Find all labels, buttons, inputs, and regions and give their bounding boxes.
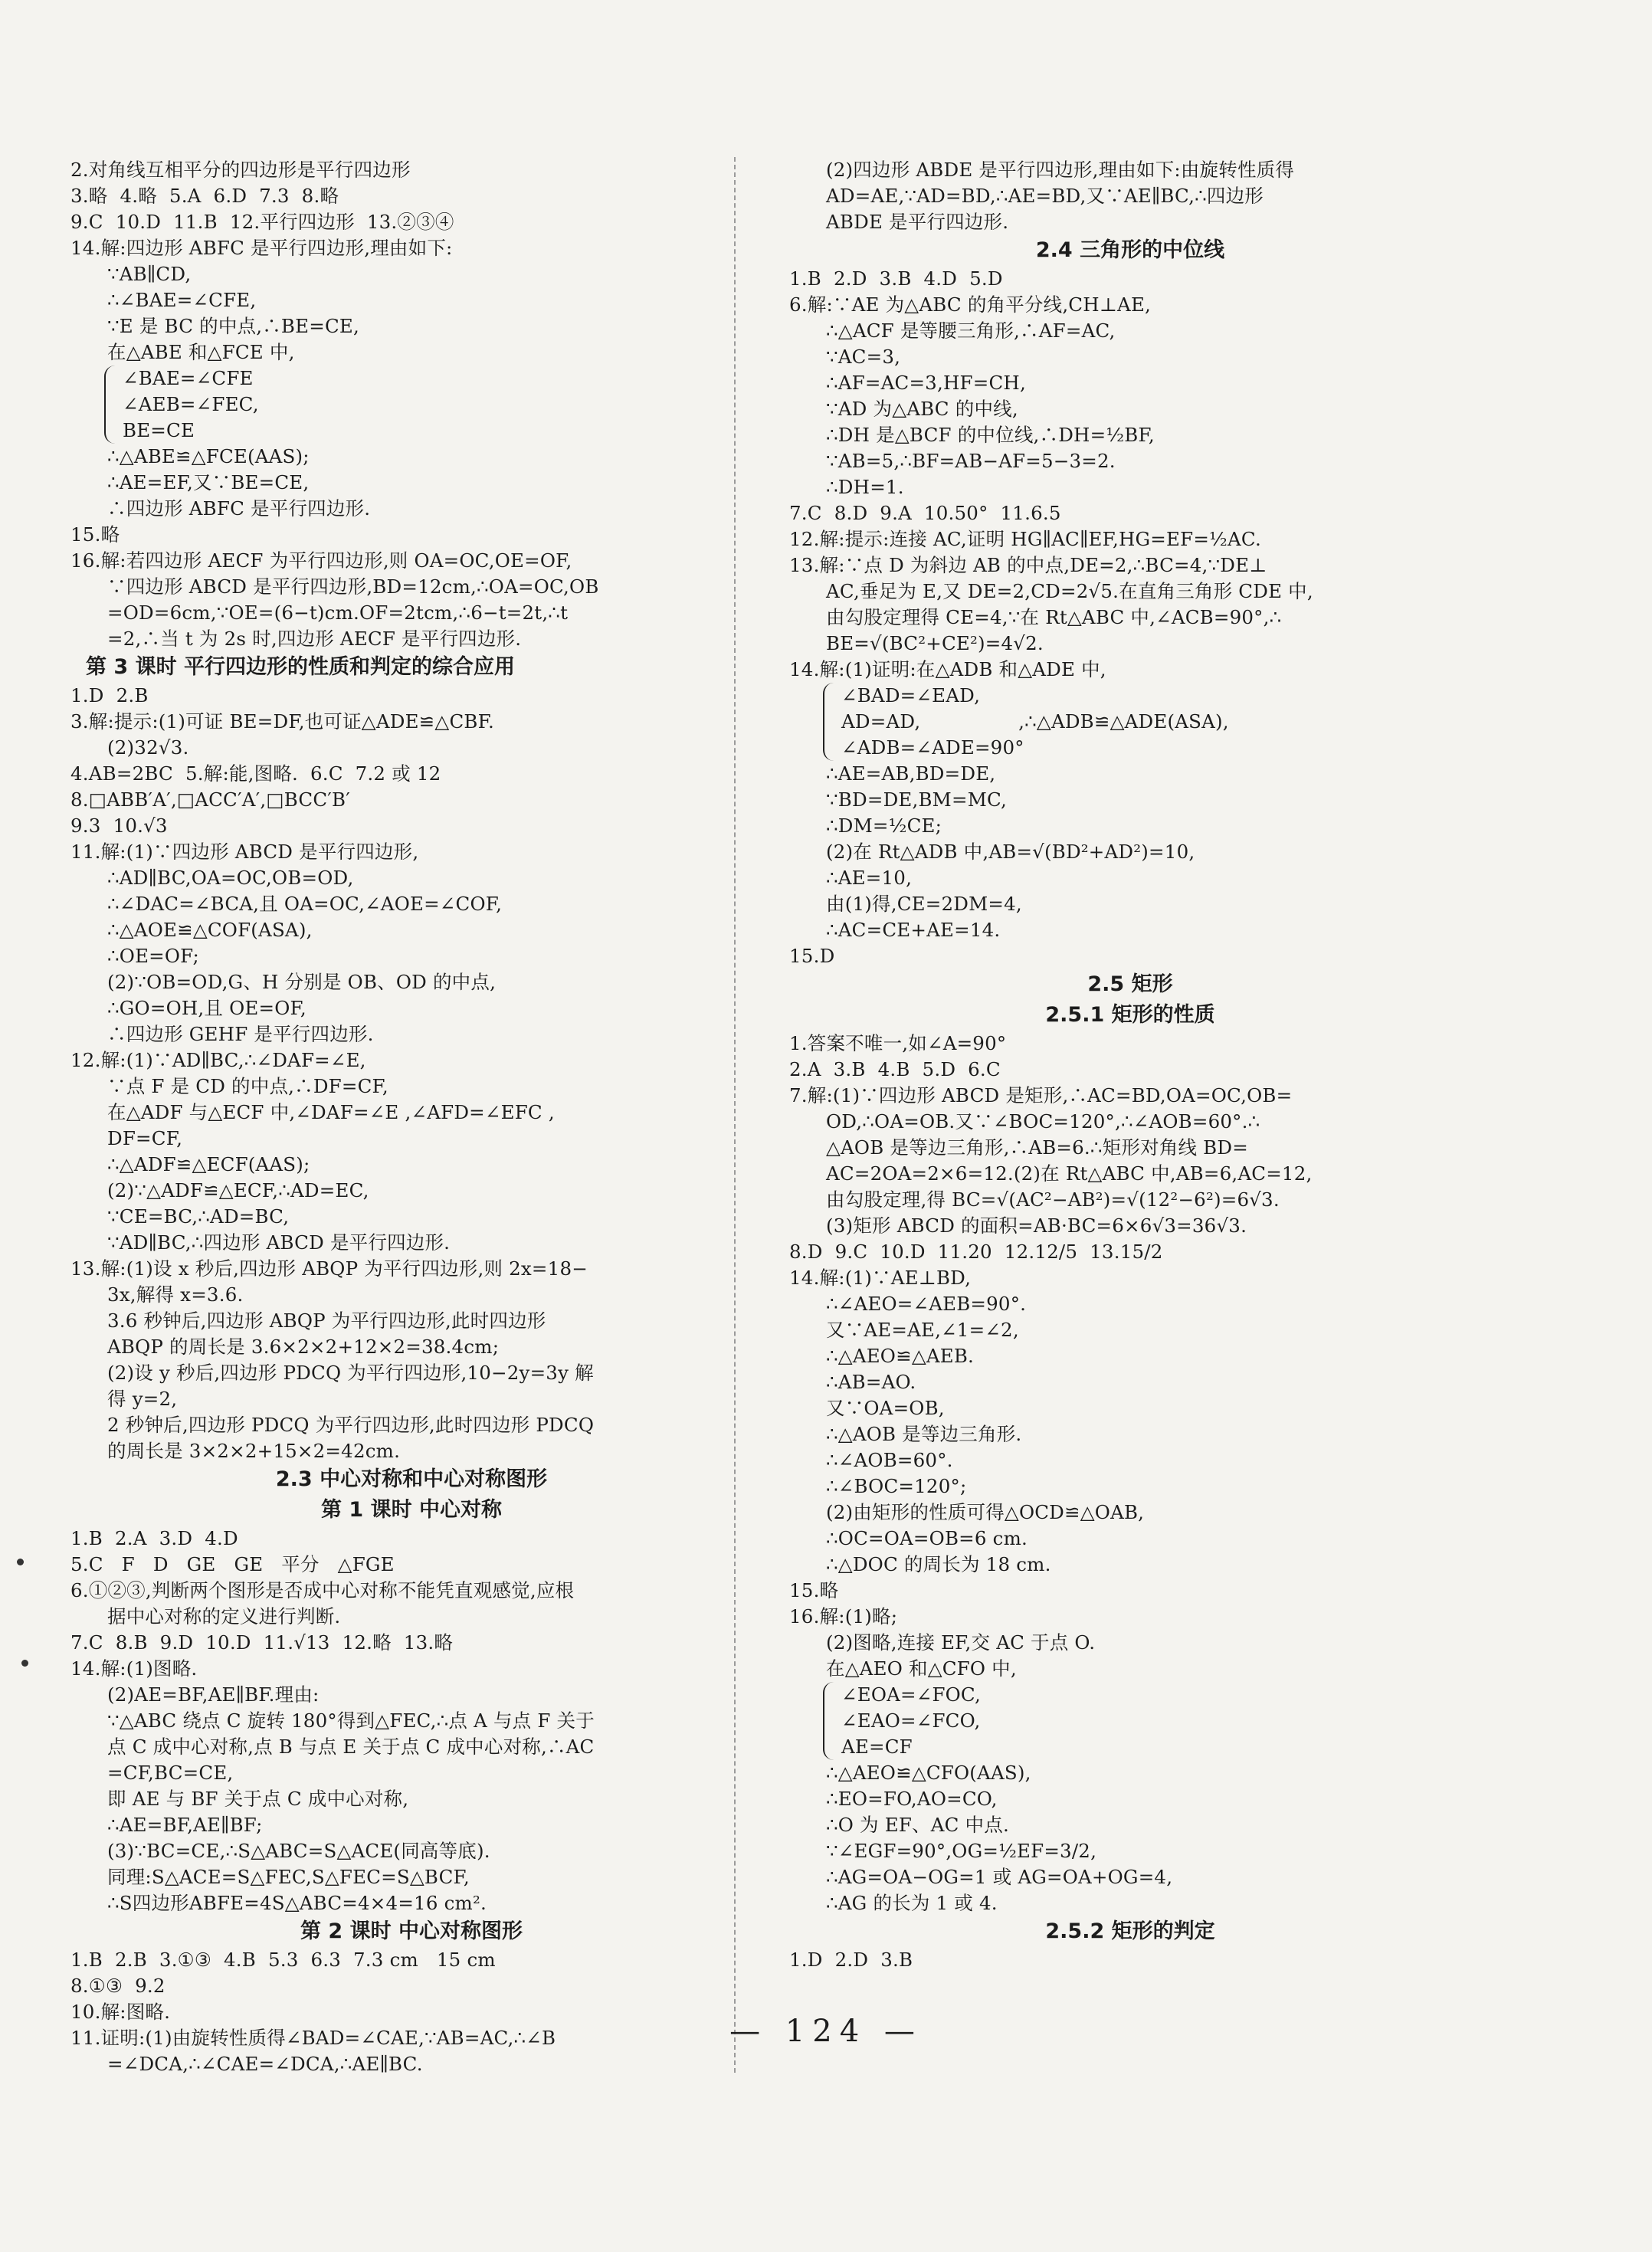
answer-line: ∴∠BAE=∠CFE, (107, 289, 257, 311)
answer-line: 据中心对称的定义进行判断. (107, 1605, 341, 1628)
answer-line: (2)∵△ADF≌△ECF,∴AD=EC, (107, 1179, 369, 1201)
answer-line: 5.C F D GE GE 平分 △FGE (70, 1553, 395, 1575)
answer-line: 1.答案不唯一,如∠A=90° (789, 1032, 1007, 1054)
answer-line: 在△ABE 和△FCE 中, (107, 341, 295, 363)
answer-line: 即 AE 与 BF 关于点 C 成中心对称, (107, 1788, 409, 1810)
answer-line: 2.A 3.B 4.B 5.D 6.C (789, 1058, 1001, 1080)
answer-line: ∵点 F 是 CD 的中点,∴DF=CF, (107, 1075, 388, 1097)
answer-line: ∴△DOC 的周长为 18 cm. (826, 1553, 1051, 1575)
answer-line: =OD=6cm,∵OE=(6−t)cm.OF=2tcm,∴6−t=2t,∴t (107, 602, 569, 624)
answer-line: 点 C 成中心对称,点 B 与点 E 关于点 C 成中心对称,∴AC (107, 1736, 595, 1758)
answer-line: ∴∠AEO=∠AEB=90°. (826, 1293, 1027, 1315)
section-heading: 第 2 课时 中心对称图形 (300, 1919, 523, 1943)
answer-line: ∴∠AOB=60°. (826, 1449, 953, 1471)
answer-line: AC=2OA=2×6=12.(2)在 Rt△ABC 中,AB=6,AC=12, (826, 1162, 1313, 1185)
right-column (789, 157, 1471, 1973)
answer-line: ∵BD=DE,BM=MC, (826, 788, 1008, 811)
answer-line: ∴四边形 GEHF 是平行四边形. (107, 1023, 374, 1045)
answer-line: △AOB 是等边三角形,∴AB=6.∴矩形对角线 BD= (826, 1136, 1248, 1159)
answer-line: 15.略 (789, 1579, 839, 1601)
answer-line: ∵AC=3, (826, 346, 901, 368)
answer-line: ∴△ABE≌△FCE(AAS); (107, 445, 310, 467)
section-heading: 2.5.2 矩形的判定 (1045, 1919, 1215, 1943)
answer-line: ∴AE=10, (826, 867, 913, 889)
answer-line: 由勾股定理得 CE=4,∵在 Rt△ABC 中,∠ACB=90°,∴ (826, 606, 1282, 628)
answer-line: 9.3 10.√3 (70, 815, 168, 837)
answer-line: 的周长是 3×2×2+15×2=42cm. (107, 1440, 401, 1462)
answer-line: BE=√(BC²+CE²)=4√2. (826, 632, 1044, 654)
brace-mark (823, 683, 837, 761)
answer-line: ∴△AEO≌△AEB. (826, 1345, 975, 1367)
answer-line: ABDE 是平行四边形. (826, 211, 1009, 233)
answer-line: 又∵OA=OB, (826, 1397, 945, 1419)
answer-line: ∴AE=AB,BD=DE, (826, 762, 996, 785)
answer-line: 1.B 2.D 3.B 4.D 5.D (789, 267, 1003, 290)
answer-line: 14.解:四边形 ABFC 是平行四边形,理由如下: (70, 237, 453, 259)
answer-line: 14.解:(1)∵AE⊥BD, (789, 1267, 972, 1289)
answer-line: 15.D (789, 945, 835, 967)
answer-line: =2,∴当 t 为 2s 时,四边形 AECF 是平行四边形. (107, 628, 522, 650)
answer-line: 7.C 8.B 9.D 10.D 11.√13 12.略 13.略 (70, 1631, 454, 1654)
answer-line: ∵AD 为△ABC 的中线, (826, 398, 1018, 420)
answer-line: ∴∠DAC=∠BCA,且 OA=OC,∠AOE=∠COF, (107, 893, 503, 915)
answer-line: 1.B 2.A 3.D 4.D (70, 1527, 238, 1549)
answer-line: ∴DH=1. (826, 476, 904, 498)
equation-line: ∠BAD=∠EAD, (841, 684, 981, 706)
answer-line: ∵AD∥BC,∴四边形 ABCD 是平行四边形. (107, 1231, 451, 1254)
answer-line: 8.□ABB′A′,□ACC′A′,□BCC′B′ (70, 788, 350, 811)
answer-line: 由勾股定理,得 BC=√(AC²−AB²)=√(12²−6²)=6√3. (826, 1188, 1280, 1211)
answer-line: 9.C 10.D 11.B 12.平行四边形 13.②③④ (70, 211, 454, 233)
answer-line: 7.解:(1)∵四边形 ABCD 是矩形,∴AC=BD,OA=OC,OB= (789, 1084, 1293, 1106)
answer-line: ∴S四边形ABFE=4S△ABC=4×4=16 cm². (107, 1892, 487, 1914)
answer-line: 4.AB=2BC 5.解:能,图略. 6.C 7.2 或 12 (70, 762, 441, 785)
answer-line: (2)设 y 秒后,四边形 PDCQ 为平行四边形,10−2y=3y 解 (107, 1362, 594, 1384)
answer-line: 1.D 2.B (70, 684, 149, 706)
answer-line: ∴△AEO≌△CFO(AAS), (826, 1762, 1031, 1784)
equation-system (789, 1682, 1471, 1760)
answer-line: 14.解:(1)证明:在△ADB 和△ADE 中, (789, 658, 1106, 680)
equation-line: BE=CE (123, 419, 195, 441)
answer-line: ∵AB∥CD, (107, 263, 192, 285)
answer-line: ∴OC=OA=OB=6 cm. (826, 1527, 1028, 1549)
section-heading: 第 3 课时 平行四边形的性质和判定的综合应用 (86, 655, 515, 679)
answer-line: (2)∵OB=OD,G、H 分别是 OB、OD 的中点, (107, 971, 497, 993)
answer-line: 7.C 8.D 9.A 10.50° 11.6.5 (789, 502, 1061, 524)
answer-line: 3.解:提示:(1)可证 BE=DF,也可证△ADE≌△CBF. (70, 710, 494, 733)
answer-line: =∠DCA,∴∠CAE=∠DCA,∴AE∥BC. (107, 2053, 423, 2075)
equation-line: ∠AEB=∠FEC, (123, 393, 259, 415)
section-heading: 2.4 三角形的中位线 (1035, 238, 1225, 262)
section-heading: 2.5 矩形 (1087, 972, 1173, 996)
answer-line: 3.6 秒钟后,四边形 ABQP 为平行四边形,此时四边形 (107, 1310, 546, 1332)
answer-line: ∴△ACF 是等腰三角形,∴AF=AC, (826, 320, 1116, 342)
answer-line: 2.对角线互相平分的四边形是平行四边形 (70, 159, 411, 181)
answer-line: ∴AG=OA−OG=1 或 AG=OA+OG=4, (826, 1866, 1173, 1888)
answer-line: 12.解:(1)∵AD∥BC,∴∠DAF=∠E, (70, 1049, 366, 1071)
equation-line: ∠EAO=∠FCO, (841, 1709, 981, 1732)
answer-line: 1.B 2.B 3.①③ 4.B 5.3 6.3 7.3 cm 15 cm (70, 1949, 496, 1971)
scan-speck (21, 1660, 28, 1667)
answer-line: ∵CE=BC,∴AD=BC, (107, 1205, 290, 1228)
answer-line: ∴AF=AC=3,HF=CH, (826, 372, 1026, 394)
equation-line: AE=CF (841, 1736, 913, 1758)
page-number: — 124 — (729, 2014, 923, 2049)
answer-line: 在△AEO 和△CFO 中, (826, 1657, 1017, 1680)
answer-line: 3x,解得 x=3.6. (107, 1283, 244, 1306)
answer-line: ∴DH 是△BCF 的中位线,∴DH=½BF, (826, 424, 1155, 446)
answer-line: 16.解:若四边形 AECF 为平行四边形,则 OA=OC,OE=OF, (70, 549, 572, 572)
answer-line: ∵∠EGF=90°,OG=½EF=3/2, (826, 1840, 1097, 1862)
answer-line: 8.D 9.C 10.D 11.20 12.12/5 13.15/2 (789, 1241, 1163, 1263)
answer-line: 得 y=2, (107, 1388, 178, 1410)
answer-line: ∵AB=5,∴BF=AB−AF=5−3=2. (826, 450, 1116, 472)
answer-line: (2)图略,连接 EF,交 AC 于点 O. (826, 1631, 1096, 1654)
equation-line: AD=AD, ,∴△ADB≌△ADE(ASA), (841, 710, 1229, 733)
answer-line: AC,垂足为 E,又 DE=2,CD=2√5.在直角三角形 CDE 中, (826, 580, 1313, 602)
brace-mark (823, 1682, 837, 1760)
equation-line: ∠ADB=∠ADE=90° (841, 736, 1024, 759)
answer-line: ∴∠BOC=120°; (826, 1475, 967, 1497)
answer-line: OD,∴OA=OB.又∵∠BOC=120°,∴∠AOB=60°.∴ (826, 1110, 1260, 1133)
equation-system (789, 683, 1471, 761)
answer-line: ∴△ADF≌△ECF(AAS); (107, 1153, 310, 1175)
answer-line: 15.略 (70, 523, 120, 546)
answer-line: ∴GO=OH,且 OE=OF, (107, 997, 306, 1019)
answer-line: 6.解:∵AE 为△ABC 的角平分线,CH⊥AE, (789, 293, 1152, 316)
answer-line: ∴AE=BF,AE∥BF; (107, 1814, 263, 1836)
answer-line: ∴AC=CE+AE=14. (826, 919, 1001, 941)
answer-line: ∴O 为 EF、AC 中点. (826, 1814, 1009, 1836)
answer-line: 13.解:(1)设 x 秒后,四边形 ABQP 为平行四边形,则 2x=18− (70, 1257, 588, 1280)
answer-line: 2 秒钟后,四边形 PDCQ 为平行四边形,此时四边形 PDCQ (107, 1414, 595, 1436)
answer-line: (3)矩形 ABCD 的面积=AB·BC=6×6√3=36√3. (826, 1215, 1247, 1237)
brace-mark (104, 365, 118, 444)
answer-line: ∴AD∥BC,OA=OC,OB=OD, (107, 867, 354, 889)
answer-line: (2)AE=BF,AE∥BF.理由: (107, 1683, 320, 1706)
answer-line: ∴四边形 ABFC 是平行四边形. (107, 497, 371, 520)
answer-line: 14.解:(1)图略. (70, 1657, 198, 1680)
equation-system (70, 365, 752, 444)
answer-line: 6.①②③,判断两个图形是否成中心对称不能凭直观感觉,应根 (70, 1579, 575, 1601)
section-heading: 第 1 课时 中心对称 (321, 1498, 502, 1522)
answer-line: 3.略 4.略 5.A 6.D 7.3 8.略 (70, 185, 339, 207)
answer-line: 由(1)得,CE=2DM=4, (826, 893, 1022, 915)
answer-line: 13.解:∵点 D 为斜边 AB 的中点,DE=2,∴BC=4,∵DE⊥ (789, 554, 1267, 576)
equation-line: ∠BAE=∠CFE (123, 367, 254, 389)
answer-line: 在△ADF 与△ECF 中,∠DAF=∠E ,∠AFD=∠EFC , (107, 1101, 555, 1123)
section-heading: 2.5.1 矩形的性质 (1045, 1003, 1215, 1027)
answer-line: ∵E 是 BC 的中点,∴BE=CE, (107, 315, 359, 337)
answer-line: ∴AB=AO. (826, 1371, 916, 1393)
answer-line: 同理:S△ACE=S△FEC,S△FEC=S△BCF, (107, 1866, 470, 1888)
section-heading: 2.3 中心对称和中心对称图形 (275, 1467, 548, 1491)
scan-speck (17, 1559, 24, 1565)
answer-line: 又∵AE=AE,∠1=∠2, (826, 1319, 1019, 1341)
answer-line: (2)32√3. (107, 736, 189, 759)
answer-line: 1.D 2.D 3.B (789, 1949, 913, 1971)
answer-line: (2)在 Rt△ADB 中,AB=√(BD²+AD²)=10, (826, 841, 1195, 863)
answer-line: ∵△ABC 绕点 C 旋转 180°得到△FEC,∴点 A 与点 F 关于 (107, 1709, 595, 1732)
column-divider (734, 157, 736, 2073)
answer-line: ∵四边形 ABCD 是平行四边形,BD=12cm,∴OA=OC,OB (107, 575, 599, 598)
answer-line: ∴AG 的长为 1 或 4. (826, 1892, 998, 1914)
answer-line: 12.解:提示:连接 AC,证明 HG∥AC∥EF,HG=EF=½AC. (789, 528, 1261, 550)
answer-line: (2)由矩形的性质可得△OCD≌△OAB, (826, 1501, 1145, 1523)
answer-line: DF=CF, (107, 1127, 183, 1149)
answer-line: 16.解:(1)略; (789, 1605, 898, 1628)
answer-line: ∴△AOE≌△COF(ASA), (107, 919, 313, 941)
answer-line: 8.①③ 9.2 (70, 1975, 166, 1997)
answer-line: (2)四边形 ABDE 是平行四边形,理由如下:由旋转性质得 (826, 159, 1295, 181)
answer-line: ∴OE=OF; (107, 945, 199, 967)
answer-line: ∴AE=EF,又∵BE=CE, (107, 471, 310, 493)
answer-line: ∴△AOB 是等边三角形. (826, 1423, 1022, 1445)
answer-line: 11.解:(1)∵四边形 ABCD 是平行四边形, (70, 841, 419, 863)
answer-line: ∴EO=FO,AO=CO, (826, 1788, 998, 1810)
equation-line: ∠EOA=∠FOC, (841, 1683, 981, 1706)
answer-line: AD=AE,∵AD=BD,∴AE=BD,又∵AE∥BC,∴四边形 (826, 185, 1264, 207)
left-column (70, 157, 752, 2077)
answer-line: 11.证明:(1)由旋转性质得∠BAD=∠CAE,∵AB=AC,∴∠B (70, 2027, 556, 2049)
answer-line: ∴DM=½CE; (826, 815, 942, 837)
answer-line: ABQP 的周长是 3.6×2×2+12×2=38.4cm; (107, 1336, 500, 1358)
answer-line: (3)∵BC=CE,∴S△ABC=S△ACE(同高等底). (107, 1840, 490, 1862)
answer-line: =CF,BC=CE, (107, 1762, 234, 1784)
answer-line: 10.解:图略. (70, 2001, 171, 2023)
